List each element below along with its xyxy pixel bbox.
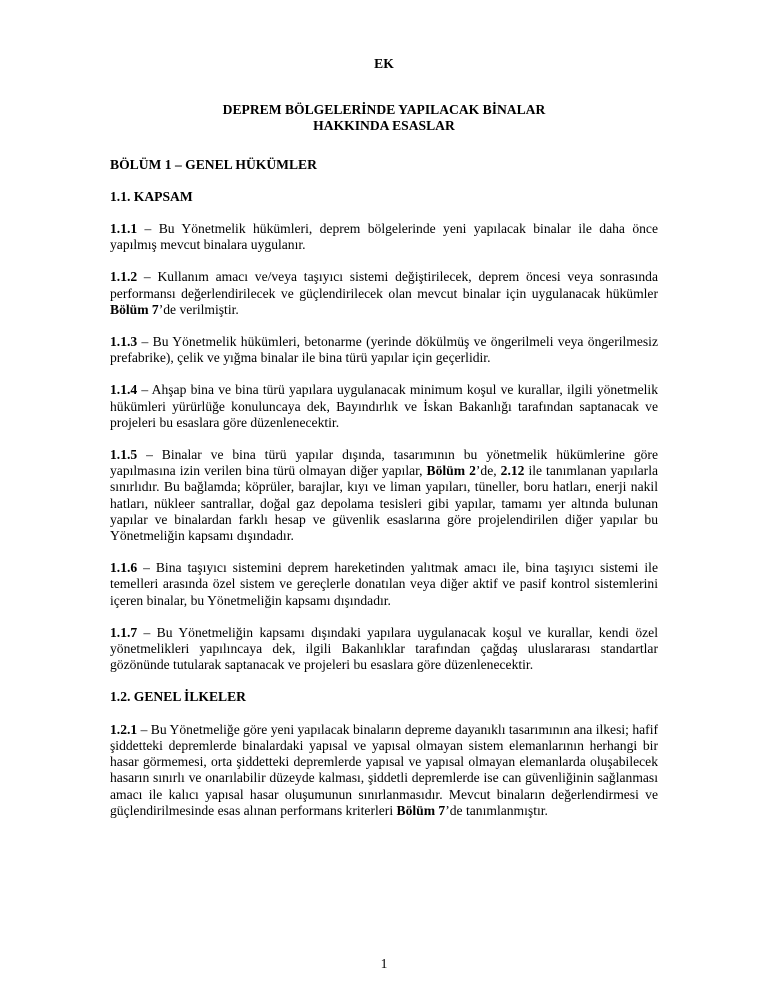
paragraph-1-1-7 [110,625,658,674]
paragraph-number: 1.2.1 [110,721,138,737]
document-title [110,102,658,134]
section-heading-kapsam: 1.1. KAPSAM [110,188,193,204]
document-title-line-2: HAKKINDA ESASLAR [313,118,455,134]
paragraph-text: ’de tanımlanmıştır. [445,802,548,818]
paragraph-number: 1.1.4 [110,382,138,398]
paragraph-number: 1.1.2 [110,269,138,285]
paragraph-number: 1.1.5 [110,447,138,463]
paragraph-number: 1.1.6 [110,560,138,576]
paragraph-text: – Binalar ve bina türü yapılar dışında, tasarımının bu yönetmelik hükümlerine göre yapılmasına izin verilen bina türü olmayan diğer yapılar, [110,447,658,479]
paragraph-1-1-6 [110,560,658,609]
chapter-heading: BÖLÜM 1 – GENEL HÜKÜMLER [110,156,317,172]
paragraph-text: ile tanımlanan yapılarla sınırlıdır. Bu bağlamda; köprüler, barajlar, kıyı ve liman yapıları, tüneller, boru hatları, enerji nakil hatları, nükleer santrallar, doğal gaz depolama tesisleri gibi yapılar, tamamı yer altında bulunan yapılar ve binalardan farklı hesap ve güvenlik esaslarına göre projelendirilen diğer yapılar bu Yönetmeliğin kapsamı dışındadır. [110,463,658,544]
paragraph-1-1-2 [110,269,658,318]
paragraph-text: – Bu Yönetmelik hükümleri, deprem bölgelerinde yeni yapılacak binalar ile daha önce yapılmış mevcut binalara uygulanır. [110,221,658,253]
paragraph-text: – Bu Yönetmelik hükümleri, betonarme (yerinde dökülmüş ve öngerilmeli veya öngerilmesiz prefabrike), çelik ve yığma binalar ile bina türü yapılar için geçerlidir. [110,334,658,366]
paragraph-number: 1.1.7 [110,624,138,640]
paragraph-text: – Ahşap bina ve bina türü yapılara uygulanacak minimum koşul ve kurallar, ilgili yönetmelik hükümleri yürürlüğe konuluncaya dek, Bayındırlık ve İskan Bakanlığı tarafından saptanacak ve projeleri bu esaslara göre düzenlenecektir. [110,382,658,430]
paragraph-1-1-1 [110,221,658,253]
paragraph-text: ’de verilmiştir. [158,301,239,317]
document-title-line-1: DEPREM BÖLGELERİNDE YAPILACAK BİNALAR [222,102,546,118]
paragraph-text: ’de, [475,463,501,479]
page-number: 1 [380,956,388,971]
paragraph-text: – Kullanım amacı ve/veya taşıyıcı sistemi değiştirilecek, deprem öncesi veya sonrasında performansı değerlendirilecek ve güçlendirilecek olan mevcut binalar için uygulanacak hükümler [110,269,658,301]
paragraph-text: – Bina taşıyıcı sistemini deprem hareketinden yalıtmak amacı ile, bina taşıyıcı sistemi ile temelleri arasında özel sistem ve gereçlerle donatılan veya diğer aktif ve pasif kontrol sistemlerini içeren binalar, bu Yönetmeliğin kapsamı dışındadır. [110,560,658,608]
document-page [110,56,658,835]
section-reference: 2.12 [500,463,525,479]
paragraph-number: 1.1.3 [110,334,138,350]
paragraph-1-1-5 [110,447,658,544]
paragraph-1-1-3 [110,334,658,366]
section-heading-genel-ilkeler: 1.2. GENEL İLKELER [110,689,246,705]
paragraph-text: – Bu Yönetmeliğe göre yeni yapılacak binaların depreme dayanıklı tasarımının ana ilkesi; hafif şiddetteki depremlerde binalardaki yapısal ve yapısal olmayan sistem elemanlarının herhangi bir hasar görmemesi, orta şiddetteki depremlerde yapısal ve yapısal olmayan elemanlarda oluşabilecek hasarın sınırlı ve onarılabilir düzeyde kalması, şiddetli depremlerde ise can güvenliğinin sağlanması amacı ile kalıcı yapısal hasar oluşumunun sınırlanmasıdır. Mevcut binaların değerlendirmesi ve güçlendirilmesinde esas alınan performans kriterleri [110,721,658,818]
chapter-reference: Bölüm 7 [110,301,159,317]
paragraph-1-2-1 [110,722,658,819]
chapter-reference: Bölüm 7 [396,802,446,818]
chapter-reference: Bölüm 2 [426,463,476,479]
paragraph-text: – Bu Yönetmeliğin kapsamı dışındaki yapılara uygulanacak koşul ve kurallar, kendi özel yönetmelikleri yapılıncaya dek, ilgili Bakanlıklar tarafından çağdaş uluslararası standartlar gözönünde tutularak saptanacak ve projeleri bu esaslara göre düzenlenecektir. [110,624,658,673]
paragraph-1-1-4 [110,382,658,431]
document-label: EK [374,56,394,71]
paragraph-number: 1.1.1 [110,221,138,237]
